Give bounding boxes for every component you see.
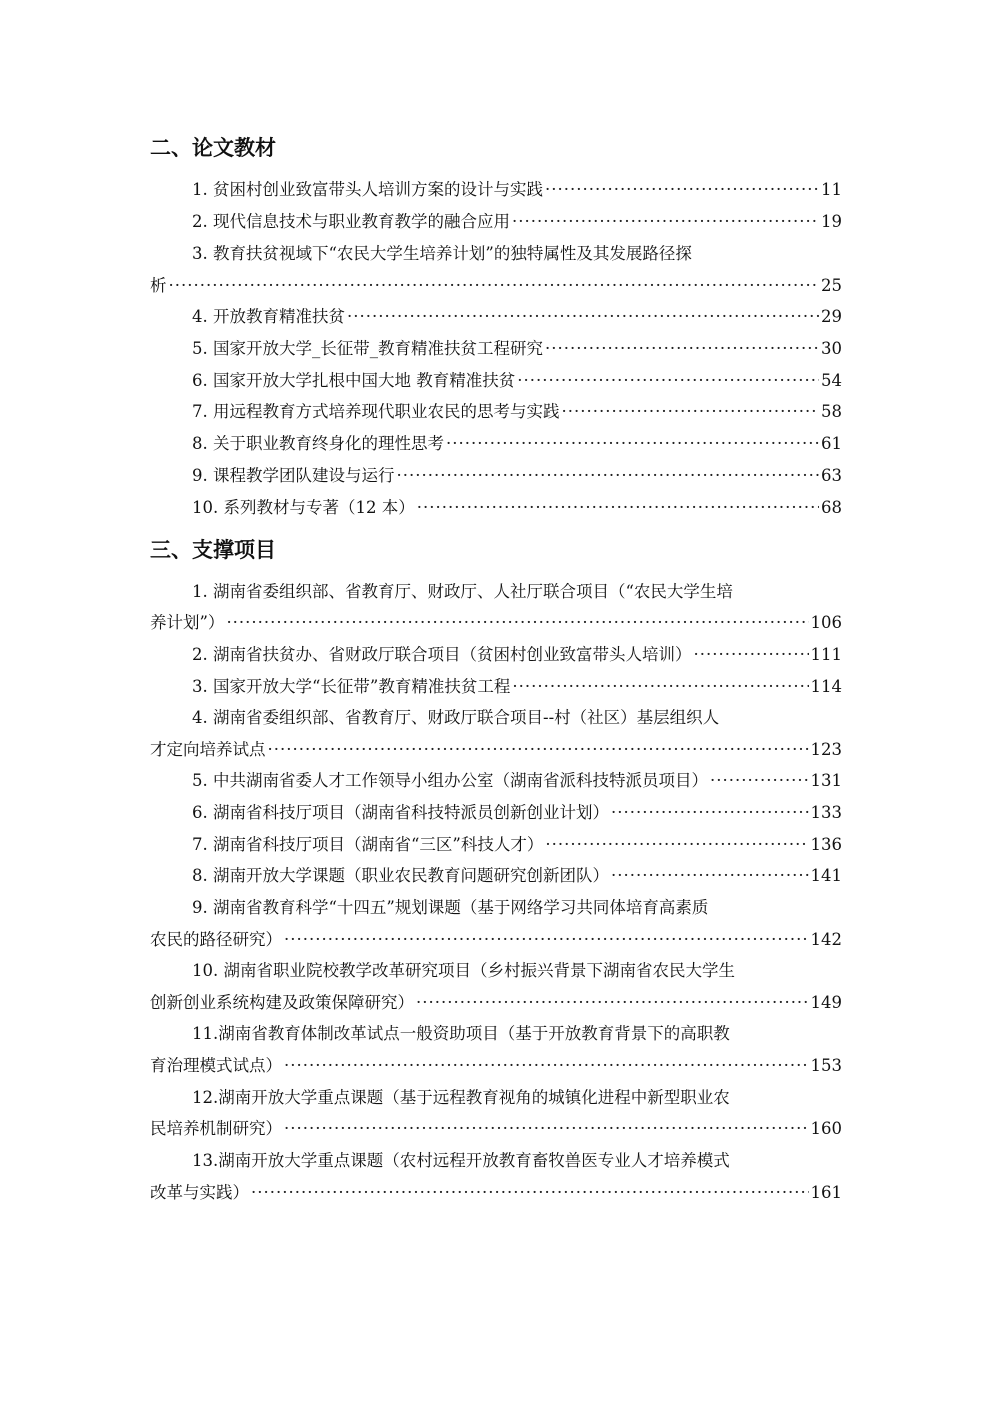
toc-entry[interactable] [192,463,842,489]
toc-entry-page: 161 [810,1183,842,1202]
toc-entry-title-line1[interactable]: 1. 湖南省委组织部、省教育厅、财政厅、人社厅联合项目（“农民大学生培 [192,582,733,601]
toc-entry-page: 29 [821,307,842,326]
leader-dots [417,495,819,521]
leader-dots [545,336,819,362]
toc-entry-title-line1[interactable]: 3. 教育扶贫视域下“农民大学生培养计划”的独特属性及其发展路径探 [192,244,692,263]
toc-entry-page: 11 [821,180,842,199]
toc-entry-title: 2. 现代信息技术与职业教育教学的融合应用 [192,212,510,231]
toc-entry[interactable] [192,674,842,700]
toc-entry[interactable] [150,1116,842,1142]
leader-dots [545,177,819,203]
toc-entry-page: 54 [821,371,842,390]
toc-entry-page: 68 [821,498,842,517]
toc-entry-title: 5. 国家开放大学_长征带_教育精准扶贫工程研究 [192,339,543,358]
toc-entry-title: 育治理模式试点） [150,1056,282,1075]
toc-entry[interactable] [192,399,842,425]
toc-entry-page: 25 [821,276,842,295]
toc-entry[interactable] [192,177,842,203]
toc-entry-page: 131 [810,771,842,790]
toc-entry-title: 养计划”） [150,613,225,632]
toc-entry-title: 8. 关于职业教育终身化的理性思考 [192,434,444,453]
toc-entry-title: 才定向培养试点 [150,740,266,759]
toc-entry-page: 141 [810,866,842,885]
toc-entry-page: 136 [810,835,842,854]
toc-entry[interactable] [150,1180,842,1206]
leader-dots [284,1053,809,1079]
leader-dots [268,737,809,763]
toc-entry-title-line1[interactable]: 11.湖南省教育体制改革试点一般资助项目（基于开放教育背景下的高职教 [192,1024,730,1043]
toc-entry[interactable] [192,431,842,457]
leader-dots [169,273,820,299]
toc-entry-page: 111 [810,645,842,664]
leader-dots [562,399,820,425]
leader-dots [517,368,819,394]
toc-entry-title-line1[interactable]: 12.湖南开放大学重点课题（基于远程教育视角的城镇化进程中新型职业农 [192,1088,730,1107]
toc-entry-title: 6. 国家开放大学扎根中国大地 教育精准扶贫 [192,371,516,390]
toc-entry-title: 10. 系列教材与专著（12 本） [192,498,415,517]
toc-entry[interactable] [150,990,842,1016]
toc-entry-title: 5. 中共湖南省委人才工作领导小组办公室（湖南省派科技特派员项目） [192,771,708,790]
toc-entry-title: 1. 贫困村创业致富带头人培训方案的设计与实践 [192,180,543,199]
toc-entry-title: 7. 湖南省科技厅项目（湖南省“三区”科技人才） [192,835,544,854]
toc-entry[interactable] [150,737,842,763]
toc-entry-page: 19 [821,212,842,231]
toc-entry-title: 改革与实践） [150,1183,249,1202]
toc-entry[interactable] [150,610,842,636]
toc-entry[interactable] [192,863,842,889]
toc-entry-title: 析 [150,276,167,295]
toc-entry-page: 160 [810,1119,842,1138]
leader-dots [347,304,819,330]
toc-entry-title-line1[interactable]: 13.湖南开放大学重点课题（农村远程开放教育畜牧兽医专业人才培养模式 [192,1151,730,1170]
toc-entry-page: 63 [821,466,842,485]
toc-entry-title-line1[interactable]: 10. 湖南省职业院校教学改革研究项目（乡村振兴背景下湖南省农民大学生 [192,961,735,980]
leader-dots [446,431,819,457]
toc-entry-page: 153 [810,1056,842,1075]
leader-dots [611,863,809,889]
toc-entry[interactable] [192,368,842,394]
toc-entry[interactable] [192,495,842,521]
toc-entry-page: 30 [821,339,842,358]
leader-dots [416,990,809,1016]
leader-dots [284,927,809,953]
leader-dots [397,463,820,489]
toc-entry[interactable] [192,336,842,362]
leader-dots [611,800,809,826]
toc-entry-page: 133 [810,803,842,822]
leader-dots [512,209,819,235]
toc-entry-title-line1[interactable]: 4. 湖南省委组织部、省教育厅、财政厅联合项目--村（社区）基层组织人 [192,708,720,727]
toc-entry[interactable] [150,1053,842,1079]
section-title-projects: 三、支撑项目 [150,538,276,562]
toc-entry-title: 4. 开放教育精准扶贫 [192,307,345,326]
leader-dots [545,832,808,858]
toc-entry-title: 创新创业系统构建及政策保障研究） [150,993,414,1012]
toc-entry[interactable] [192,304,842,330]
leader-dots [694,642,809,668]
leader-dots [284,1116,809,1142]
leader-dots [512,674,808,700]
toc-entry-title: 9. 课程教学团队建设与运行 [192,466,395,485]
toc-entry-title: 农民的路径研究） [150,930,282,949]
toc-entry[interactable] [192,832,842,858]
toc-entry-title: 7. 用远程教育方式培养现代职业农民的思考与实践 [192,402,560,421]
toc-entry[interactable] [150,273,842,299]
section-title-papers: 二、论文教材 [150,136,276,160]
toc-entry-page: 149 [810,993,842,1012]
toc-entry-title-line1[interactable]: 9. 湖南省教育科学“十四五”规划课题（基于网络学习共同体培育高素质 [192,898,709,917]
toc-entry-title: 民培养机制研究） [150,1119,282,1138]
leader-dots [251,1180,809,1206]
toc-entry-page: 58 [821,402,842,421]
leader-dots [226,610,808,636]
toc-entry-page: 61 [821,434,842,453]
toc-entry-page: 114 [810,677,842,696]
toc-entry-title: 3. 国家开放大学“长征带”教育精准扶贫工程 [192,677,511,696]
toc-entry-title: 6. 湖南省科技厅项目（湖南省科技特派员创新创业计划） [192,803,609,822]
toc-entry[interactable] [192,768,842,794]
toc-entry[interactable] [150,927,842,953]
leader-dots [710,768,809,794]
toc-entry[interactable] [192,800,842,826]
toc-entry-page: 142 [810,930,842,949]
toc-entry-page: 106 [810,613,842,632]
toc-entry-page: 123 [810,740,842,759]
toc-entry-title: 8. 湖南开放大学课题（职业农民教育问题研究创新团队） [192,866,609,885]
toc-entry[interactable] [192,642,842,668]
toc-entry[interactable] [192,209,842,235]
toc-entry-title: 2. 湖南省扶贫办、省财政厅联合项目（贫困村创业致富带头人培训） [192,645,692,664]
